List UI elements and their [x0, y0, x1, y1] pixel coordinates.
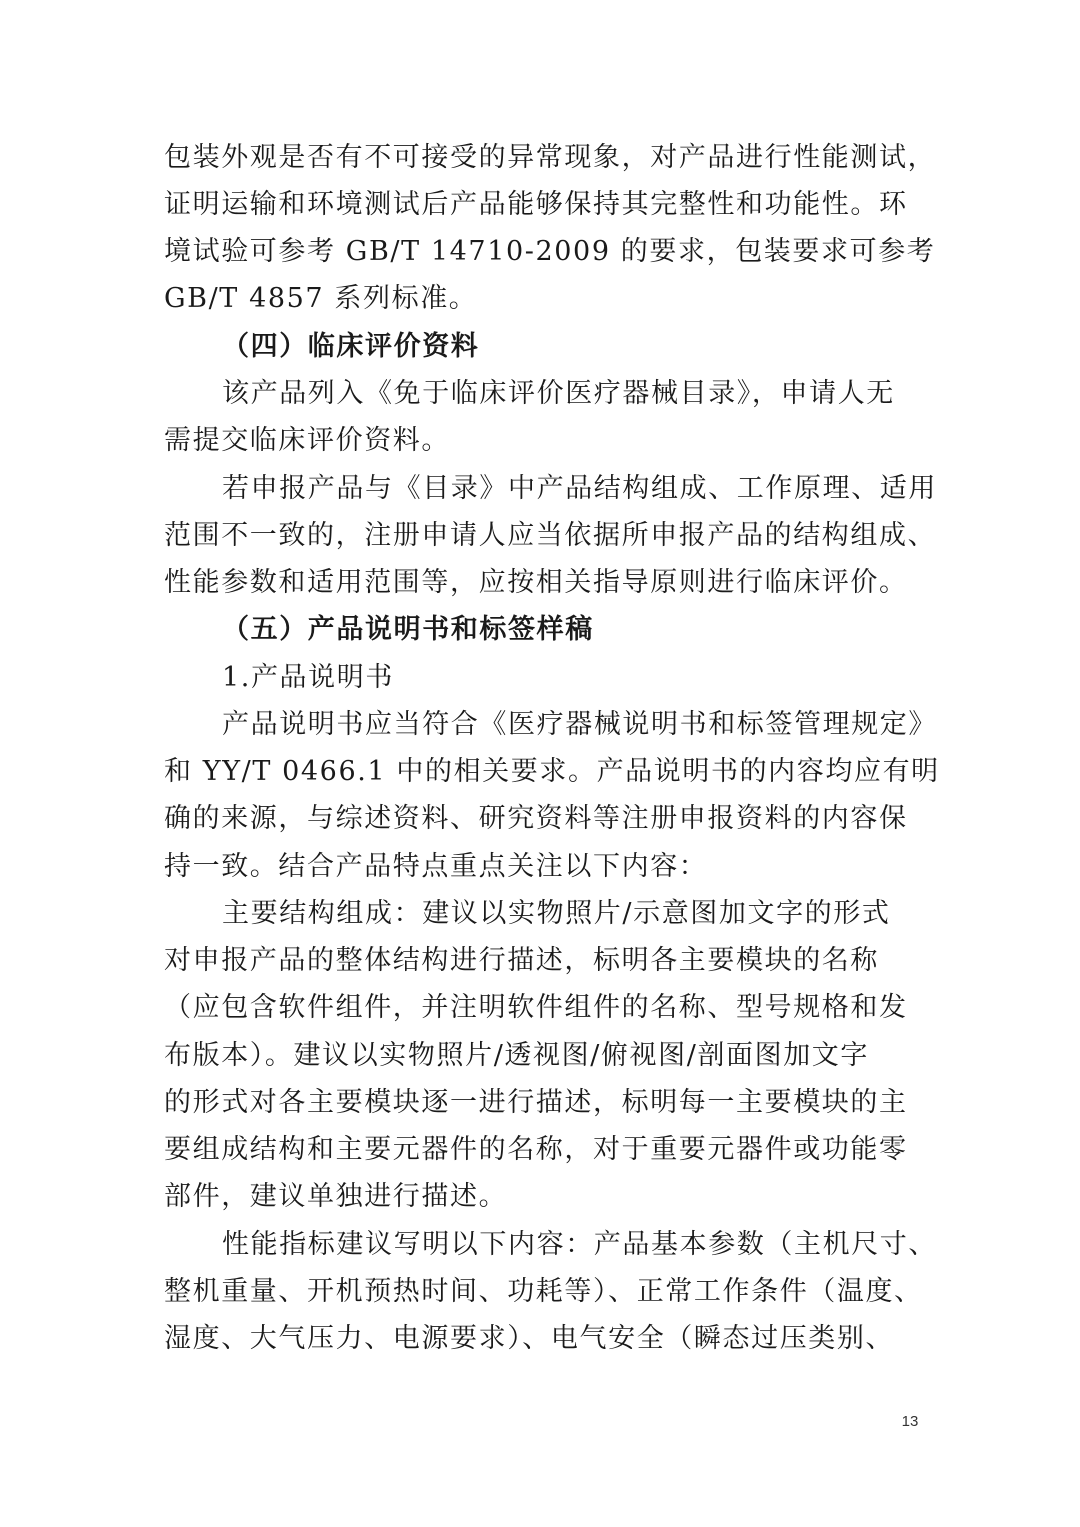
body-text-line: 证明运输和环境测试后产品能够保持其完整性和功能性。环: [164, 189, 908, 220]
body-text-line: 湿度、大气压力、电源要求）、电气安全（瞬态过压类别、: [164, 1323, 895, 1354]
body-text-line: 整机重量、开机预热时间、功耗等）、正常工作条件（温度、: [164, 1276, 923, 1307]
page-number: 13: [901, 1413, 919, 1430]
body-text-line: 部件，建议单独进行描述。: [164, 1181, 508, 1212]
body-text-line: 性能参数和适用范围等，应按相关指导原则进行临床评价。: [164, 567, 908, 598]
body-text-line: 范围不一致的，注册申请人应当依据所申报产品的结构组成、: [164, 520, 937, 551]
body-text-line: （应包含软件组件，并注明软件组件的名称、型号规格和发: [164, 992, 908, 1023]
body-text-line: 布版本）。建议以实物照片/透视图/俯视图/剖面图加文字: [164, 1040, 869, 1071]
paragraph-first-line: 主要结构组成：建议以实物照片/示意图加文字的形式: [222, 898, 891, 929]
body-text-line: 境试验可参考 GB/T 14710-2009 的要求，包装要求可参考: [164, 236, 936, 267]
paragraph-first-line: 产品说明书应当符合《医疗器械说明书和标签管理规定》: [222, 709, 937, 740]
body-text-line: GB/T 4857 系列标准。: [164, 283, 478, 314]
body-text-line: 持一致。结合产品特点重点关注以下内容：: [164, 851, 708, 882]
body-text-line: 需提交临床评价资料。: [164, 425, 450, 456]
paragraph-first-line: 性能指标建议写明以下内容：产品基本参数（主机尺寸、: [222, 1229, 937, 1260]
body-text-line: 确的来源，与综述资料、研究资料等注册申报资料的内容保: [164, 803, 908, 834]
paragraph-first-line: 若申报产品与《目录》中产品结构组成、工作原理、适用: [222, 473, 937, 504]
body-text-line: 要组成结构和主要元器件的名称，对于重要元器件或功能零: [164, 1134, 908, 1165]
body-text-line: 包装外观是否有不可接受的异常现象，对产品进行性能测试，: [164, 142, 937, 173]
section-heading: （五）产品说明书和标签样稿: [222, 614, 594, 645]
body-text-line: 和 YY/T 0466.1 中的相关要求。产品说明书的内容均应有明: [164, 756, 940, 787]
body-text-line: 对申报产品的整体结构进行描述，标明各主要模块的名称: [164, 945, 879, 976]
section-heading: （四）临床评价资料: [222, 331, 480, 362]
subsection-heading: 1.产品说明书: [222, 662, 394, 693]
paragraph-first-line: 该产品列入《免于临床评价医疗器械目录》，申请人无: [222, 378, 895, 409]
body-text-line: 的形式对各主要模块逐一进行描述，标明每一主要模块的主: [164, 1087, 908, 1118]
